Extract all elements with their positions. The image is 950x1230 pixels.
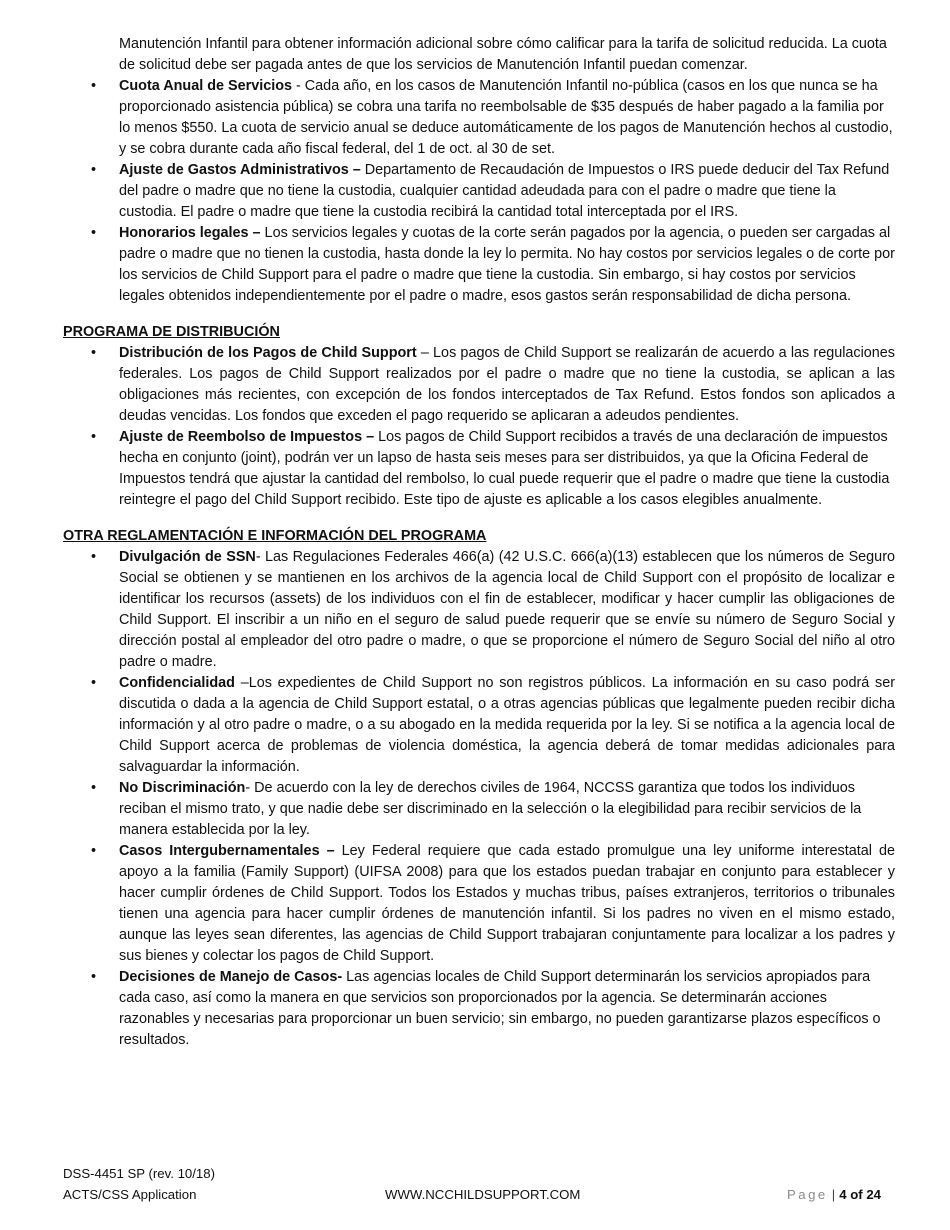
- other-item-non-discrimination: [63, 778, 895, 841]
- fee-term: Honorarios legales –: [119, 225, 261, 241]
- distribution-text: – Los pagos de Child Support se realizarán de acuerdo a las regulaciones federales. Los pagos de Child Support realizados por el padre o madre que no tiene la custodia, se aplican a las obligaciones más recientes, con excepción de los fondos interceptados de Tax Refund. Estos fondos son aplicados a deudas vencidas. Los fondos que exceden el pago requerido se aplicaran a adeudos pendientes.: [119, 345, 896, 424]
- other-item-intergovernmental: [63, 841, 895, 967]
- fee-item-admin-adjustment: [63, 160, 895, 223]
- other-item-ssn: [63, 547, 895, 673]
- other-term: Casos Intergubernamentales –: [119, 843, 335, 859]
- page-footer: [63, 1163, 895, 1207]
- distribution-term: Ajuste de Reembolso de Impuestos –: [119, 429, 375, 445]
- distribution-text: Los pagos de Child Support recibidos a través de una declaración de impuestos hecha en conjunto (joint), podrán ver un lapso de hasta seis meses para ser distribuidos, ya que la Oficina Federal de Impuestos tendrá que ajustar la cantidad del rembolso, lo cual puede requerir que el padre o madre que tiene la custodia reintegre el pago del Child Support recibido. Este tipo de ajuste es aplicable a los casos elegibles anualmente.: [119, 429, 890, 508]
- other-regulations-list: [63, 547, 895, 1051]
- other-term: Divulgación de SSN: [119, 549, 256, 565]
- page-separator: |: [831, 1187, 836, 1202]
- other-text: Las agencias locales de Child Support determinarán los servicios apropiados para cada caso, así como la manera en que servicios son proporcionados por la agencia. Se determinarán acciones razonables y necesarias para proporcionar un buen servicio; sin embargo, no pueden garantizarse plazos específicos o resultados.: [119, 969, 881, 1048]
- footer-left: [63, 1163, 215, 1205]
- distribution-item-tax-refund: [63, 427, 895, 511]
- page-label: Page: [786, 1187, 828, 1202]
- bullet-icon: •: [91, 162, 97, 178]
- distribution-heading: PROGRAMA DE DISTRIBUCIÓN: [63, 324, 280, 340]
- other-text: - De acuerdo con la ley de derechos civiles de 1964, NCCSS garantiza que todos los individuos reciban el mismo trato, y que nadie debe ser discriminado en la selección o la elegibilidad para recibir servicios de la manera establecida por la ley.: [119, 780, 862, 838]
- distribution-term: Distribución de los Pagos de Child Support: [119, 345, 417, 361]
- bullet-icon: •: [91, 843, 97, 859]
- fee-text: Departamento de Recaudación de Impuestos o IRS puede deducir del Tax Refund del padre o madre que no tiene la custodia, cualquier cantidad adeudada para con el padre o madre que tiene la custodia. El padre o madre que tiene la custodia recibirá la cantidad total interceptada por el IRS.: [119, 162, 890, 220]
- intro-continuation: Manutención Infantil para obtener información adicional sobre cómo calificar para la tarifa de solicitud reducida. La cuota de solicitud debe ser pagada antes de que los servicios de Manutención Infantil puedan comenzar.: [119, 36, 887, 73]
- other-text: - Las Regulaciones Federales 466(a) (42 U.S.C. 666(a)(13) establecen que los números de Seguro Social se obtienen y se mantienen en los archivos de la agencia local de Child Support con el propósito de localizar e identificar los recursos (assets) de los individuos con el fin de establecer, modificar y hacer cumplir las obligaciones de Child Support. El inscribir a un niño en el seguro de salud puede requerir que se envíe su número de Seguro Social y dirección postal al empleador del otro padre o madre, o que se proporcione el número de Seguro Social del niño al otro padre o madre.: [119, 549, 895, 670]
- bullet-icon: •: [91, 549, 97, 565]
- fees-list: [63, 76, 895, 307]
- bullet-icon: •: [91, 429, 97, 445]
- other-text: Ley Federal requiere que cada estado promulgue una ley uniforme interestatal de apoyo a la familia (Family Support) (UIFSA 2008) para que los estados puedan trabajar en conjunto para establecer y hacer cumplir órdenes de Child Support. Todos los Estados y muchas tribus, países extranjeros, territorios o tribunales tienen una agencia para hacer cumplir órdenes de manutención infantil. Si los padres no viven en el mismo estado, aunque las leyes sean diferentes, las agencias de Child Support trabajaran conjuntamente para localizar a los padres y sus bienes y colectar los pagos de Child Support.: [119, 843, 895, 964]
- page-number: 4 of 24: [839, 1187, 881, 1202]
- bullet-icon: •: [91, 225, 97, 241]
- other-text: –Los expedientes de Child Support no son registros públicos. La información en su caso podrá ser discutida o dada a la agencia de Child Support estatal, o a otras agencias públicas que legalmente pueden recibir dicha información y al otro padre o madre, o a su abogado en la medida requerida por la ley. Si se notifica a la agencia local de Child Support acerca de problemas de violencia doméstica, la agencia deberá de tomar medidas adicionales para salvaguardar la información.: [119, 675, 895, 775]
- footer-website: WWW.NCCHILDSUPPORT.COM: [385, 1187, 581, 1202]
- other-term: No Discriminación: [119, 780, 246, 796]
- footer-page-indicator: [787, 1184, 881, 1205]
- fee-term: Ajuste de Gastos Administrativos –: [119, 162, 361, 178]
- other-item-case-decisions: [63, 967, 895, 1051]
- fee-item-annual-service: [63, 76, 895, 160]
- distribution-list: [63, 343, 895, 511]
- other-item-confidentiality: [63, 673, 895, 778]
- app-name: ACTS/CSS Application: [63, 1187, 197, 1202]
- page-content: [63, 34, 895, 1051]
- fee-text: - Cada año, en los casos de Manutención Infantil no-pública (casos en los que nunca se ha proporcionado asistencia pública) se cobra una tarifa no reembolsable de $35 después de haber pagado a la familia por lo menos $550. La cuota de servicio anual se deduce automáticamente de los pagos de Manutención hechos al custodio, y se cobra durante cada año fiscal federal, del 1 de oct. al 30 de set.: [119, 78, 893, 157]
- other-term: Confidencialidad: [119, 675, 235, 691]
- form-id: DSS-4451 SP (rev. 10/18): [63, 1166, 215, 1181]
- other-regulations-heading: OTRA REGLAMENTACIÓN E INFORMACIÓN DEL PROGRAMA: [63, 528, 487, 544]
- bullet-icon: •: [91, 780, 97, 796]
- bullet-icon: •: [91, 78, 97, 94]
- fee-item-legal-fees: [63, 223, 895, 307]
- fee-term: Cuota Anual de Servicios: [119, 78, 292, 94]
- bullet-icon: •: [91, 969, 97, 985]
- fee-text: Los servicios legales y cuotas de la corte serán pagados por la agencia, o pueden ser cargadas al padre o madre que no tienen la custodia, hasta donde la ley lo permita. No hay costos por servicios legales o de corte por los servicios de Child Support para el padre o madre que tiene la custodia. Sin embargo, si hay costos por servicios legales obtenidos independientemente por el padre o madre, esos gastos serán responsabilidad de dicha persona.: [119, 225, 895, 304]
- other-term: Decisiones de Manejo de Casos-: [119, 969, 343, 985]
- distribution-item-payments: [63, 343, 895, 427]
- bullet-icon: •: [91, 345, 97, 361]
- bullet-icon: •: [91, 675, 97, 691]
